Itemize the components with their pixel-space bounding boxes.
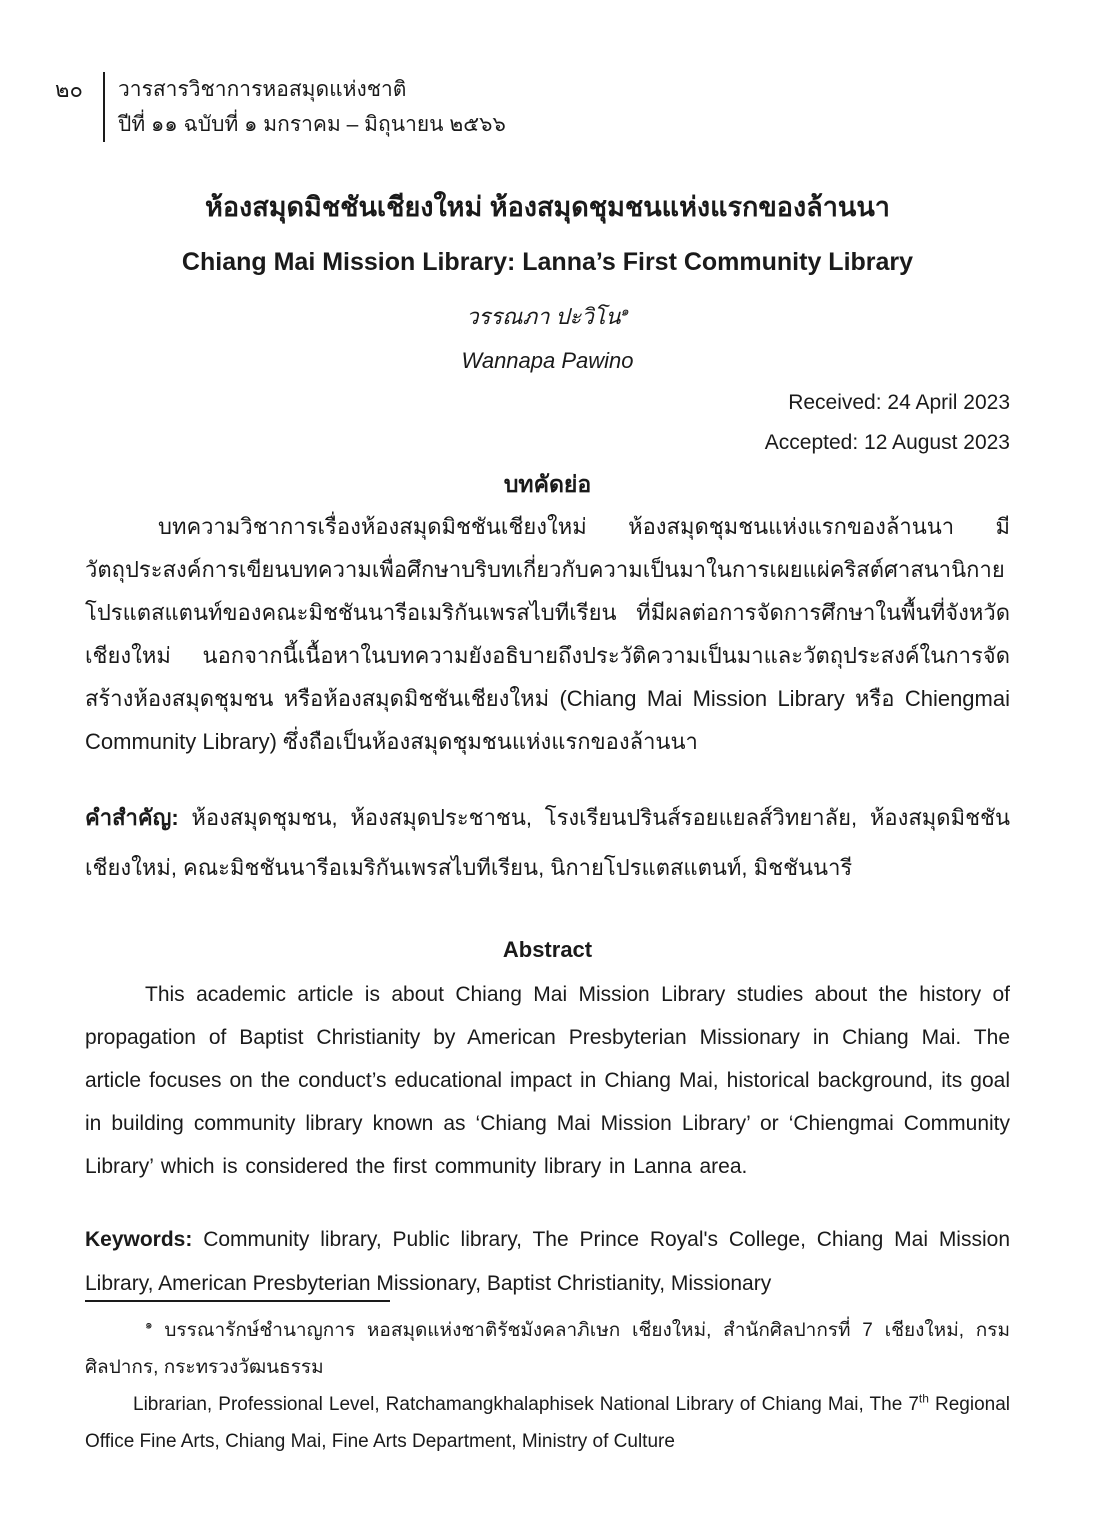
abstract-thai-heading: บทคัดย่อ bbox=[503, 471, 592, 497]
journal-running-head bbox=[55, 72, 1010, 142]
author-name-thai bbox=[85, 297, 1010, 337]
article-title-thai: ห้องสมุดมิชชันเชียงใหม่ ห้องสมุดชุมชนแห่งแรกของล้านนา bbox=[205, 192, 890, 222]
keywords-thai bbox=[85, 793, 1010, 893]
keywords-thai-label: คำสำคัญ: bbox=[85, 805, 179, 830]
keywords-english-list: Community library, Public library, The Prince Royal's College, Chiang Mai Mission Library, American Presbyterian Missionary, Baptist Christianity, Missionary bbox=[85, 1228, 1010, 1295]
footnote-english bbox=[85, 1386, 1010, 1460]
footnote-ordinal-suffix-icon: th bbox=[918, 1391, 929, 1406]
footnote-mark: ๑ bbox=[145, 1317, 153, 1332]
keywords-thai-list: ห้องสมุดชุมชน, ห้องสมุดประชาชน, โรงเรียนปรินส์รอยแยลส์วิทยาลัย, ห้องสมุดมิชชันเชียงใหม่, คณะมิชชันนารีอเมริกันเพรสไบทีเรียน, นิกายโปรแตสแตนท์, มิชชันนารี bbox=[85, 805, 1010, 880]
footnote-separator bbox=[85, 1300, 390, 1302]
page-number: ๒๐ bbox=[55, 77, 83, 102]
footnote-thai bbox=[85, 1312, 1010, 1386]
journal-info bbox=[118, 72, 506, 142]
footnote-block bbox=[85, 1300, 1010, 1460]
abstract-english-heading: Abstract bbox=[502, 937, 593, 962]
header-divider bbox=[103, 72, 105, 142]
author-thai-text: วรรณภา ปะวิโน bbox=[466, 304, 621, 329]
abstract-thai-body: บทความวิชาการเรื่องห้องสมุดมิชชันเชียงใหม่ ห้องสมุดชุมชนแห่งแรกของล้านนา มีวัตถุประสงค์การเขียนบทความเพื่อศึกษาบริบทเกี่ยวกับความเป็นมาในการเผยแผ่คริสต์ศาสนานิกายโปรแตสแตนท์ของคณะมิชชันนารีอเมริกันเพรสไบทีเรียน ที่มีผลต่อการจัดการศึกษาในพื้นที่จังหวัดเชียงใหม่ นอกจากนี้เนื้อหาในบทความยังอธิบายถึงประวัติความเป็นมาและวัตถุประสงค์ในการจัดสร้างห้องสมุดชุมชน หรือห้องสมุดมิชชันเชียงใหม่ (Chiang Mai Mission Library หรือ Chiengmai Community Library) ซึ่งถือเป็นห้องสมุดชุมชนแห่งแรกของล้านนา bbox=[85, 514, 1010, 754]
received-date: Received: 24 April 2023 bbox=[788, 391, 1010, 414]
author-footnote-mark: ๑ bbox=[620, 303, 629, 319]
article-title-english: Chiang Mai Mission Library: Lanna’s First Community Library bbox=[181, 248, 914, 276]
submission-dates bbox=[85, 383, 1010, 463]
journal-name: วารสารวิชาการหอสมุดแห่งชาติ bbox=[118, 78, 407, 101]
footnote-thai-text: บรรณารักษ์ชำนาญการ หอสมุดแห่งชาติรัชมังคลาภิเษก เชียงใหม่, สำนักศิลปากรที่ 7 เชียงใหม่, กรมศิลปากร, กระทรวงวัฒนธรรม bbox=[85, 1320, 1010, 1378]
keywords-english bbox=[85, 1218, 1010, 1306]
footnote-english-text-1: Librarian, Professional Level, Ratchamangkhalaphisek National Library of Chiang Mai, The 7 bbox=[133, 1394, 919, 1415]
keywords-english-label: Keywords: bbox=[85, 1228, 193, 1251]
journal-issue-info: ปีที่ ๑๑ ฉบับที่ ๑ มกราคม – มิถุนายน ๒๕๖๖ bbox=[118, 113, 506, 136]
accepted-date: Accepted: 12 August 2023 bbox=[764, 431, 1010, 454]
author-name-english: Wannapa Pawino bbox=[461, 348, 634, 373]
footnote-english-text-2: Regional Office Fine Arts, Chiang Mai, Fine Arts Department, Ministry of Culture bbox=[85, 1394, 1011, 1452]
abstract-english-body: This academic article is about Chiang Mai Mission Library studies about the history of propagation of Baptist Christianity by American Presbyterian Missionary in Chiang Mai. The article focuses on the conduct’s educational impact in Chiang Mai, historical background, its goal in building community library known as ‘Chiang Mai Mission Library’ or ‘Chiengmai Community Library’ which is considered the first community library in Lanna area. bbox=[85, 983, 1010, 1178]
